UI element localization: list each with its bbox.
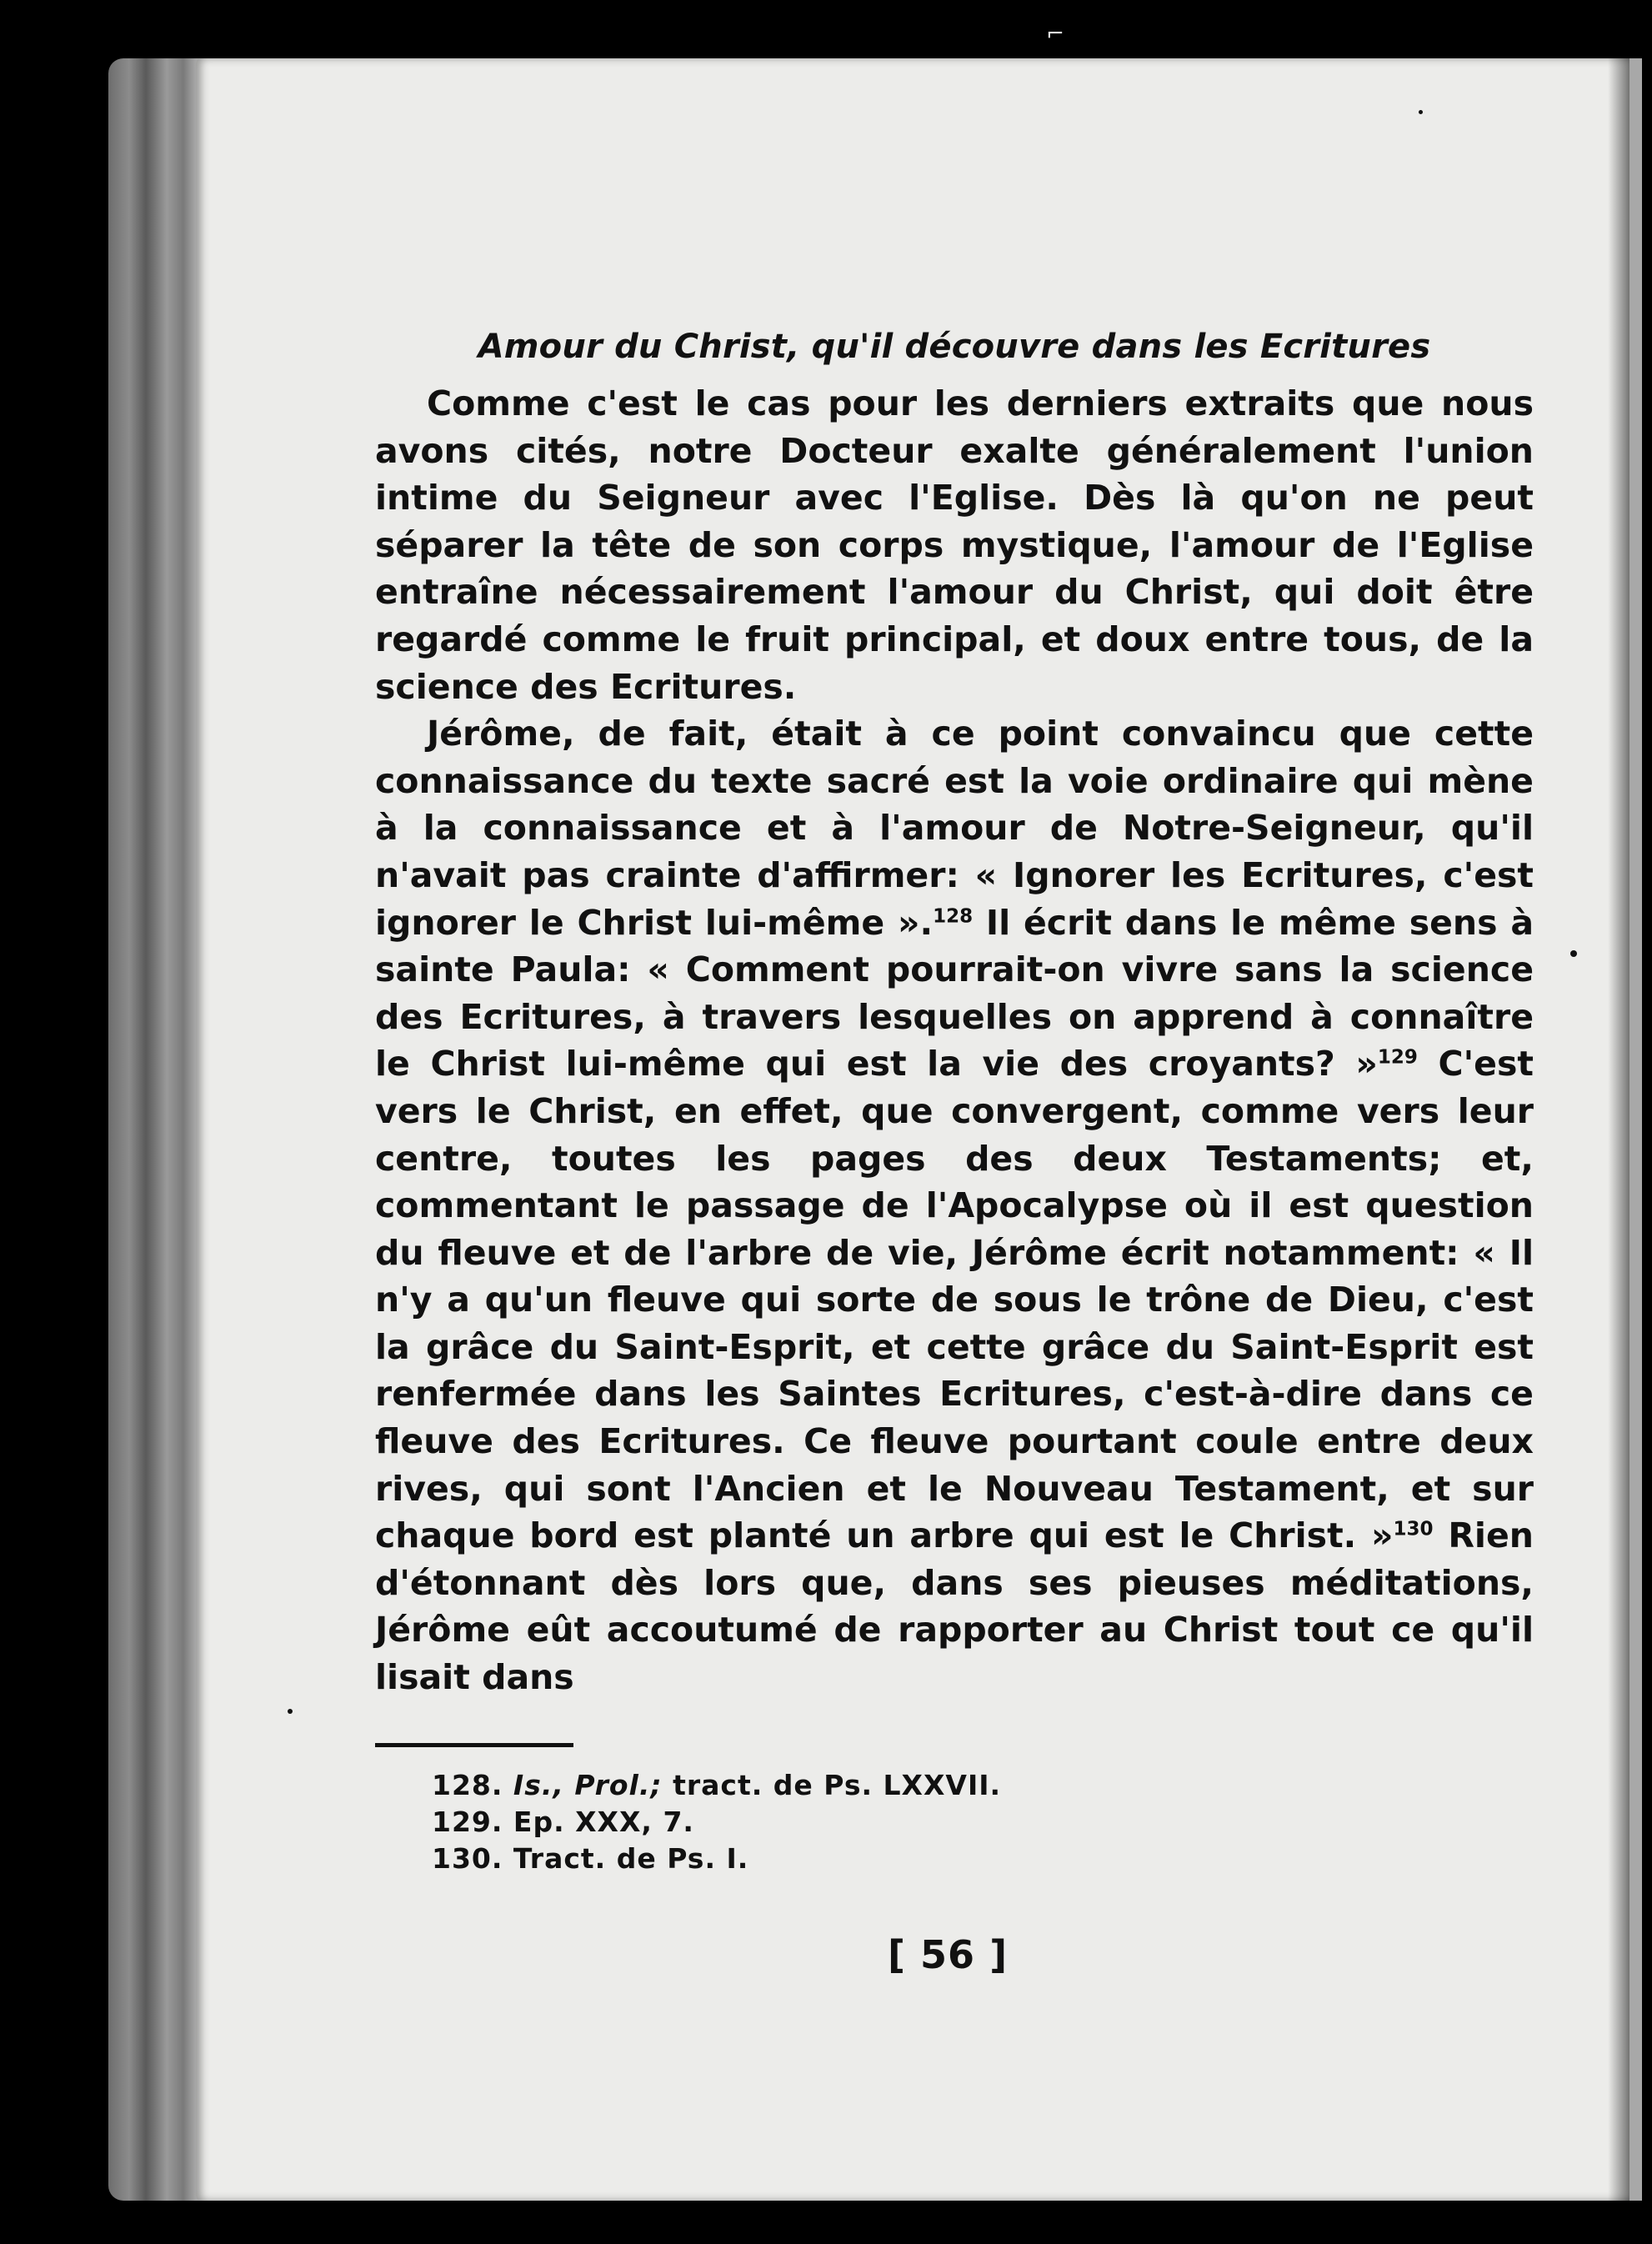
scan-speck — [1419, 110, 1423, 114]
scan-mark: ⌐ — [1046, 22, 1064, 47]
footnote-number: 130. — [432, 1841, 503, 1875]
paragraph-2-text-1: Jérôme, de fait, était à ce point convaincu que cette connaissance du texte sacré est la voie ordinaire qui mène à la connaissance et à l'amour de Notre-Seigneur, qu'il n'avait pas crainte d'affirmer: « Ignorer les Ecritures, c'est ignorer le Christ lui-même ». — [375, 714, 1534, 943]
page-content — [375, 325, 1534, 1877]
paragraph-2-text-4: Rien d'étonnant dès lors que, dans ses pieuses méditations, Jérôme eût accoutumé de rapporter au Christ tout ce qu'il lisait dans — [375, 1515, 1534, 1698]
footnote-text: Ep. XXX, 7. — [503, 1805, 694, 1838]
page-number: [ 56 ] — [888, 1932, 1009, 1977]
footnotes — [432, 1767, 1534, 1877]
footnote-130 — [432, 1841, 1534, 1877]
footnote-text: tract. de Ps. LXXVII. — [662, 1768, 1002, 1801]
section-heading: Amour du Christ, qu'il découvre dans les Ecritures — [478, 328, 1431, 366]
scan-speck — [1570, 950, 1577, 957]
paragraph-2-text-2: Il écrit dans le même sens à sainte Paula: « Comment pourrait-on vivre sans la science des Ecritures, à travers lesquelles on apprend à connaître le Christ lui-même qui est la vie des croyants? » — [375, 902, 1534, 1084]
paragraph-2-text-3: C'est vers le Christ, en effet, que convergent, comme vers leur centre, toutes les pages des deux Testaments; et, commentant le passage de l'Apocalypse où il est question du fleuve et de l'arbre de vie, Jérôme écrit notamment: « Il n'y a qu'un fleuve qui sorte de sous le trône de Dieu, c'est la grâce du Saint-Esprit, et cette grâce du Saint-Esprit est renfermée dans les Saintes Ecritures, c'est-à-dire dans ce fleuve des Ecritures. Ce fleuve pourtant coule entre deux rives, qui sont l'Ancien et le Nouveau Testament, et sur chaque bord est planté un arbre qui est le Christ. » — [375, 1044, 1534, 1556]
footnote-ref-128: 128 — [933, 904, 974, 927]
footnote-text: Tract. de Ps. I. — [503, 1841, 749, 1875]
page-gutter-shadow — [1608, 58, 1629, 2201]
scan-speck — [288, 1709, 293, 1714]
footnote-number: 128. — [432, 1768, 503, 1801]
footnote-number: 129. — [432, 1805, 503, 1838]
footnote-ref-130: 130 — [1393, 1518, 1434, 1540]
footnote-ref-129: 129 — [1377, 1046, 1418, 1069]
paragraph-2 — [375, 710, 1534, 1701]
paragraph-1: Comme c'est le cas pour les derniers extraits que nous avons cités, notre Docteur exalte généralement l'union intime du Seigneur avec l'Eglise. Dès là qu'on ne peut séparer la tête de son corps mystique, l'amour de l'Eglise entraîne nécessairement l'amour du Christ, qui doit être regardé comme le fruit principal, et doux entre tous, de la science des Ecritures. — [375, 383, 1534, 707]
footnote-129 — [432, 1804, 1534, 1841]
footnote-italic-text: Is., Prol.; — [513, 1768, 663, 1801]
footnote-rule — [375, 1743, 573, 1747]
footnote-128 — [432, 1767, 1534, 1804]
